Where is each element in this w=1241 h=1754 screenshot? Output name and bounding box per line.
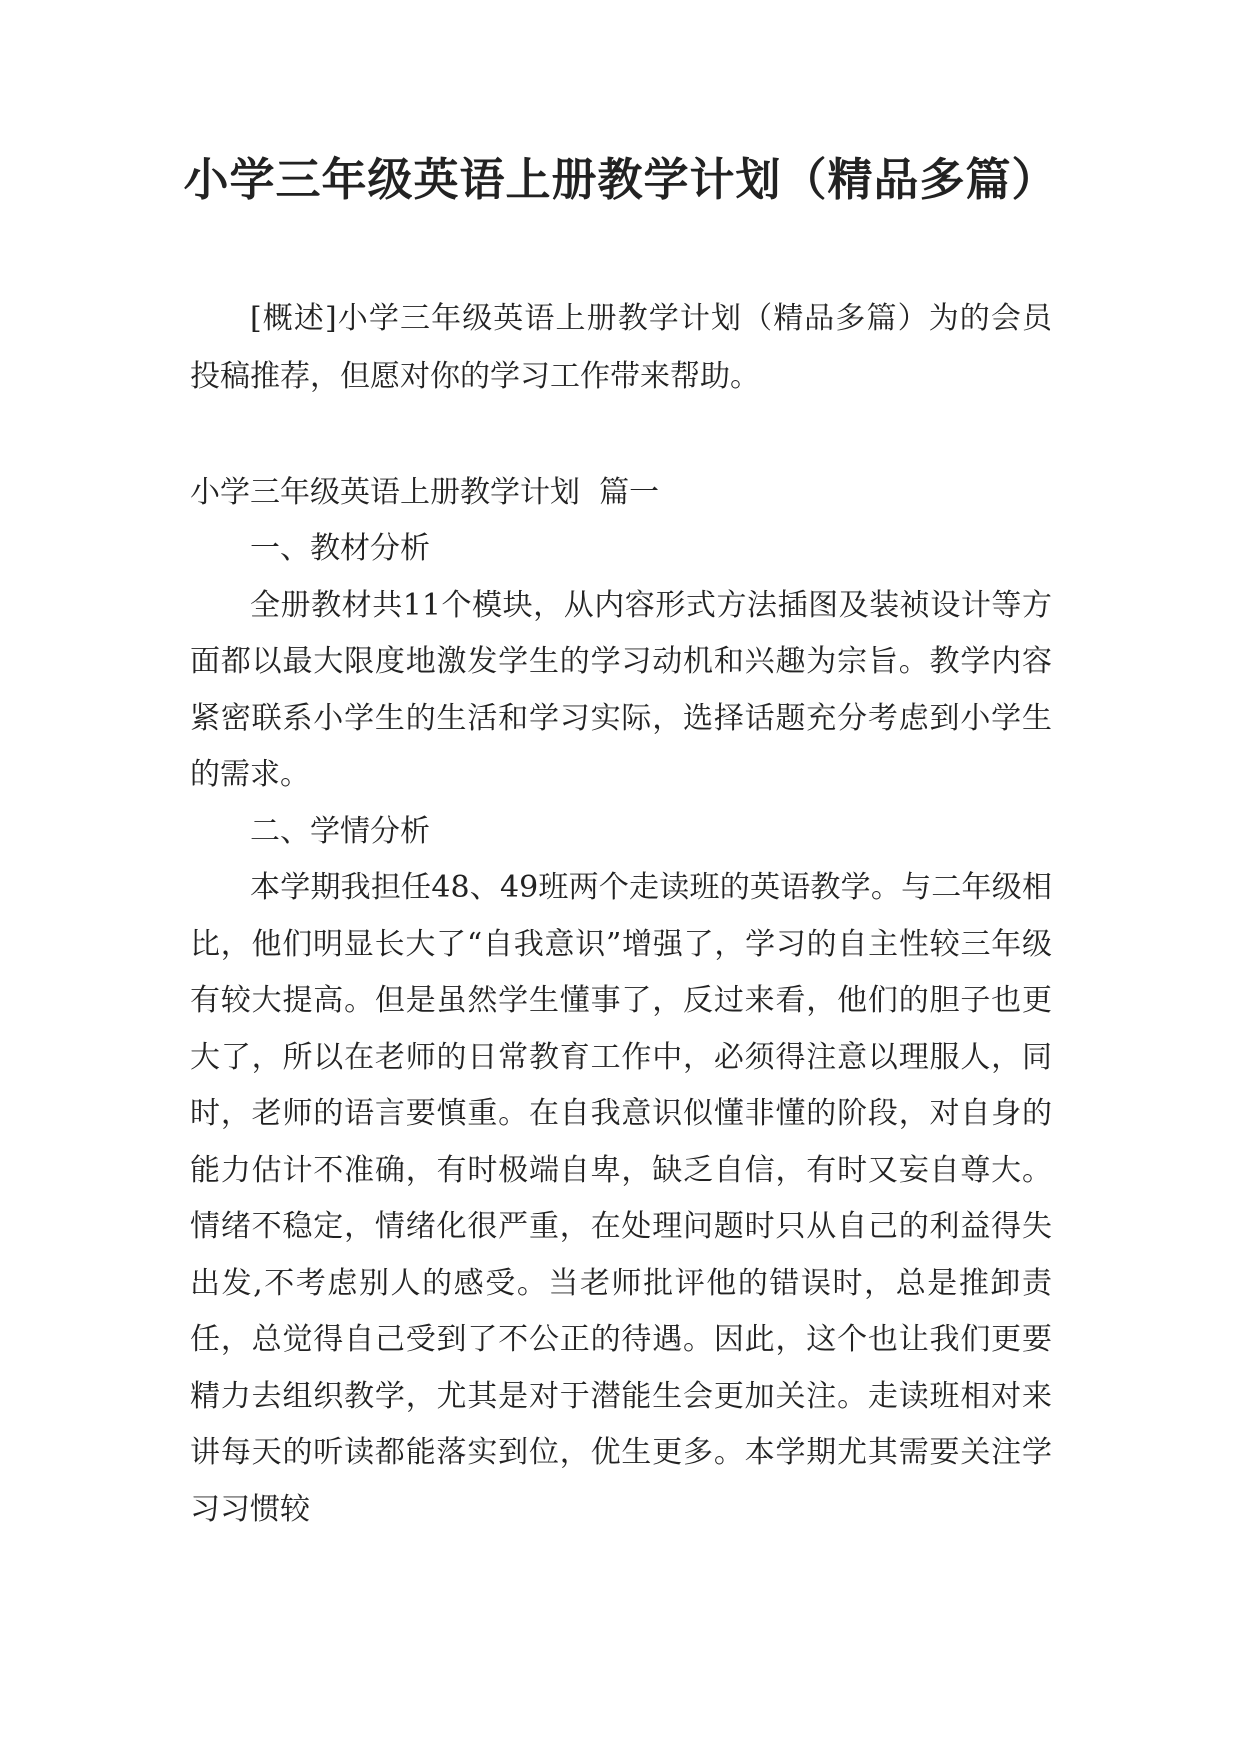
- section-title: 小学三年级英语上册教学计划 篇一: [190, 475, 660, 510]
- document-body: [190, 290, 1052, 1538]
- paragraph-student-analysis: 本学期我担任48、49班两个走读班的英语教学。与二年级相比，他们明显长大了“自我意识”增强了，学习的自主性较三年级有较大提高。但是虽然学生懂事了，反过来看，他们的胆子也更大了，所以在老师的日常教育工作中，必须得注意以理服人，同时，老师的语言要慎重。在自我意识似懂非懂的阶段，对自身的能力估计不准确，有时极端自卑，缺乏自信，有时又妄自尊大。情绪不稳定，情绪化很严重，在处理问题时只从自己的利益得失出发,不考虑别人的感受。当老师批评他的错误时，总是推卸责任，总觉得自己受到了不公正的待遇。因此，这个也让我们更要精力去组织教学，尤其是对于潜能生会更加关注。走读班相对来讲每天的听读都能落实到位，优生更多。本学期尤其需要关注学习习惯较: [190, 870, 1052, 1527]
- paragraph-textbook-analysis: 全册教材共11个模块，从内容形式方法插图及装祯设计等方面都以最大限度地激发学生的学习动机和兴趣为宗旨。教学内容紧密联系小学生的生活和学习实际，选择话题充分考虑到小学生的需求。: [190, 587, 1052, 792]
- document-title: 小学三年级英语上册教学计划（精品多篇）: [183, 153, 1058, 206]
- heading-textbook-analysis: 一、教材分析: [250, 531, 430, 566]
- heading-student-analysis: 二、学情分析: [250, 813, 430, 849]
- summary-paragraph: [概述]小学三年级英语上册教学计划（精品多篇）为的会员投稿推荐，但愿对你的学习工作带来帮助。: [190, 301, 1052, 394]
- section-content: [190, 521, 1052, 1538]
